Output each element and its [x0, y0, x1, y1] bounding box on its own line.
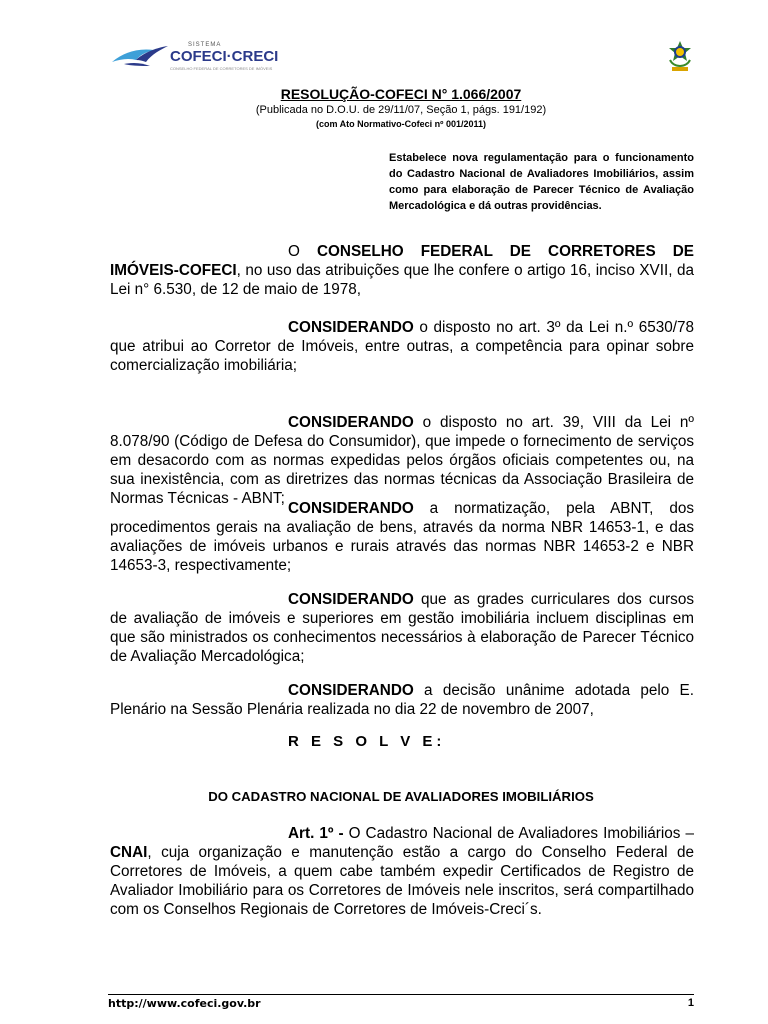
- preamble-council-name: CONSELHO FEDERAL DE CORRETORES DE IMÓVEIS-COFECI: [110, 243, 694, 279]
- considerando-keyword: CONSIDERANDO: [288, 414, 414, 431]
- preamble-paragraph: [110, 242, 694, 299]
- preamble-text: , no uso das atribuições que lhe confere o artigo 16, inciso XVII, da Lei n° 6.530, de 12 de maio de 1978,: [110, 262, 694, 298]
- logo-sub-text: CONSELHO FEDERAL DE CORRETORES DE IMÓVEIS: [170, 66, 273, 71]
- ato-normativo-note: (com Ato Normativo-Cofeci nº 001/2011): [316, 119, 486, 129]
- bird-logo-icon: [110, 42, 170, 70]
- article-1-label: Art. 1º -: [288, 825, 344, 842]
- considerando-text: a normatização, pela ABNT, dos procedimentos gerais na avaliação de bens, através da norma NBR 14653-1, e das avaliações de imóveis urbanos e rurais através das normas NBR 14653-2 e NBR 14653-3, respectivamente;: [110, 500, 694, 574]
- considerando-keyword: CONSIDERANDO: [288, 682, 414, 699]
- resolution-title: RESOLUÇÃO-COFECI N° 1.066/2007: [280, 86, 522, 102]
- resolve-heading: R E S O L V E:: [288, 733, 446, 750]
- article-1-paragraph: [110, 824, 694, 919]
- considerando-paragraph: [110, 681, 694, 719]
- article-1-text: O Cadastro Nacional de Avaliadores Imobiliários –: [343, 825, 694, 842]
- logo-main-text: COFECI·CRECI: [170, 48, 279, 65]
- page-footer: [108, 994, 694, 1013]
- considerando-text: a decisão unânime adotada pelo E. Plenário na Sessão Plenária realizada no dia 22 de novembro de 2007,: [110, 682, 694, 718]
- cnai-acronym: CNAI: [110, 844, 148, 861]
- considerando-keyword: CONSIDERANDO: [288, 500, 414, 517]
- section-heading: DO CADASTRO NACIONAL DE AVALIADORES IMOBILIÁRIOS: [208, 789, 594, 804]
- considerando-keyword: CONSIDERANDO: [288, 591, 414, 608]
- ementa: Estabelece nova regulamentação para o funcionamento do Cadastro Nacional de Avaliadores Imobiliários, assim como para elaboração de Parecer Técnico de Avaliação Mercadológica e dá outras providências.: [389, 152, 694, 212]
- considerando-text: o disposto no art. 39, VIII da Lei nº 8.078/90 (Código de Defesa do Consumidor), que impede o fornecimento de serviços em desacordo com as normas expedidas pelos órgãos oficiais competentes ou, na sua inexistência, com as diretrizes das normas técnicas da Associação Brasileira de Normas Técnicas - ABNT;: [110, 414, 694, 507]
- considerando-paragraph: [110, 499, 694, 575]
- considerando-text: o disposto no art. 3º da Lei n.º 6530/78 que atribui ao Corretor de Imóveis, entre outras, a competência para opinar sobre comercialização imobiliária;: [110, 319, 694, 374]
- page-header: [108, 38, 688, 78]
- considerando-paragraph: [110, 318, 694, 375]
- considerando-paragraph: [110, 413, 694, 508]
- considerando-text: que as grades curriculares dos cursos de avaliação de imóveis e superiores em gestão imobiliária incluem disciplinas em que são ministrados os conhecimentos necessários à elaboração de Parecer Técnico de Avaliação Mercadológica;: [110, 591, 694, 665]
- preamble-lead: O: [288, 243, 300, 260]
- logo-small-text: SISTEMA: [188, 42, 222, 48]
- cofeci-creci-logo: [108, 38, 279, 74]
- resolution-title-block: [108, 85, 694, 131]
- page-number: 1: [687, 997, 694, 1009]
- footer-url-link[interactable]: http://www.cofeci.gov.br: [108, 997, 261, 1010]
- considerando-paragraph: [110, 590, 694, 666]
- considerando-keyword: CONSIDERANDO: [288, 319, 414, 336]
- article-1-text-continued: , cuja organização e manutenção estão a cargo do Conselho Federal de Corretores de Imóveis, a quem cabe também expedir Certificados de Registro de Avaliador Imobiliário para os Corretores de Imóveis nele inscritos, será compartilhado com os Conselhos Regionais de Corretores de Imóveis-Creci´s.: [110, 844, 694, 918]
- publication-note: (Publicada no D.O.U. de 29/11/07, Seção 1, págs. 191/192): [255, 104, 547, 116]
- brazil-coat-of-arms-icon: [666, 40, 694, 74]
